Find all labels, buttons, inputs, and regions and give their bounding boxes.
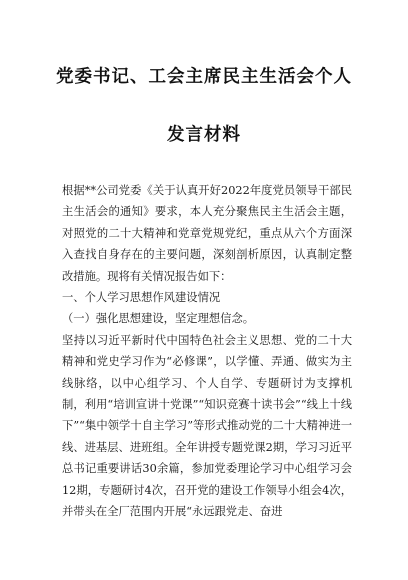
document-title-line-2: 发言材料 [167,125,241,145]
document-title-line-1: 党委书记、工会主席民主生活会个人 [56,67,352,87]
body-paragraph: 坚持以习近平新时代中国特色社会主义思想、党的二十大精神和党史学习作为“必修课”，以学懂、弄通、做实为主线脉络，以中心组学习、个人自学、专题研讨为支撑机制，利用“培训宣讲十党课”“知识竞赛十读书会”“线上十线下”“集中领学十自主学习”等形式推动党的二十大精神进一线、进基层、进班组。全年讲授专题党课2期，学习习近平总书记重要讲话30余篇，参加党委理论学习中心组学习会12期，专题研讨4次，召开党的建设工作领导小组会4次，并带头在全厂范围内开展“永远跟党走、奋进 [62,333,352,519]
document-body [62,180,352,523]
section-heading: 一、个人学习思想作风建设情况 [62,291,221,305]
subsection-heading: （一）强化思想建设，坚定理想信念。 [62,312,255,326]
intro-paragraph: 根据**公司党委《关于认真开好2022年度党员领导干部民主生活会的通知》要求，本人充分聚焦民主生活会主题，对照党的二十大精神和党章党规党纪，重点从六个方面深入查找自身存在的主要问题，深刻剖析原因，认真制定整改措施。现将有关情况报告如下： [62,184,352,283]
